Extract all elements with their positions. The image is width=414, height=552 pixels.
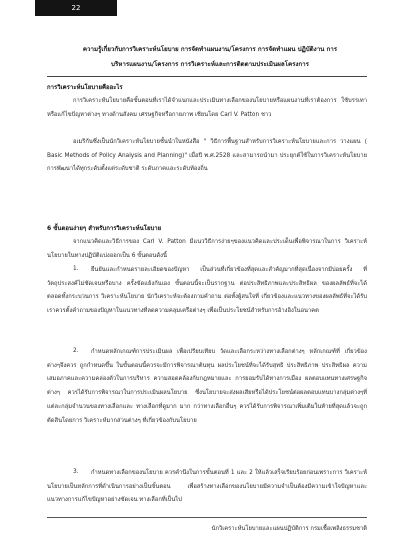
- step-3-number: 3.: [73, 469, 79, 475]
- section-heading-what-is-policy-analysis: การวิเคราะห์นโยบายคืออะไร: [47, 84, 123, 91]
- step-3-text: กำหนดทางเลือกของนโยบาย ควรคำนึงในการขั้นตอนที่ 1 และ 2 ให้แล้วเสร็จเรียบร้อยก่อนเพราะการ วิเคราะห์นโยบายเป็นหลักการที่ดำเนินการอย่างเป็นขั้นตอน เพื่อสร้างทางเลือกของนโยบายมีความจำเป็นต้องมีความเข้าใจปัญหาและแนวทางการแก้ไขปัญหาอย่างชัดเจน ทางเลือกที่เป็นไป: [47, 470, 367, 504]
- page-number-badge: 22: [35, 0, 117, 16]
- section2-intro: จากแนวคิดและวิธีการของ Carl V. Patton มีแนววิธีการง่ายๆของแนวคิดและประเด็นเพื่อพิจารณาในการ วิเคราะห์นโยบายในทางปฏิบัติแบ่งออกเป็น 6 ขั้นตอนดังนี้: [47, 239, 367, 259]
- section1-paragraph-2: อเมริกันซึ่งเป็นนักวิเคราะห์นโยบายชั้นนำในหนังสือ " วิธีการพื้นฐานสำหรับการวิเคราะห์นโยบายและการ วางแผน ( Basic Methods of Policy Analysis and Planning)" เมื่อปี พ.ศ.2528 และสามารถนำมา ประยุกต์ใช้ในการวิเคราะห์นโยบายการพัฒนาได้ทุกระดับตั้งแต่ระดับชาติ ระดับภาคและระดับท้องถิ่น: [47, 139, 367, 173]
- title-line-1: ความรู้เกี่ยวกับการวิเคราะห์นโยบาย การจัดทำแผนงาน/โครงการ การจัดทำแผน ปฏิบัติงาน การ: [82, 46, 338, 53]
- footer-text: นักวิเคราะห์นโยบายและแผนปฏิบัติการ กรมเชื้อเพลิงธรรมชาติ: [211, 526, 367, 532]
- step-1-text: ยืนยันและกำหนดรายละเอียดของปัญหา เป็นส่วนที่เกี่ยวข้องที่สุดและสำคัญมากที่สุดเนื่องจากมีบ่อยครั้ง ที่วัตถุประสงค์ไม่ชัดเจนหรือบาง ครั้งขัดแย้งกันเอง ขั้นตอนนี้จะเป็นรากฐาน ต่อประสิทธิภาพและประสิทธิผล ของผลลัพธ์ที่จะได้ตลอดทั้งกระบวนการ วิเคราะห์นโยบาย นักวิเคราะห์จะต้องถามคำถาม ต่อทั้งผู้สนใจที่ เกี่ยวข้องและแนวทางของผลลัพธ์ที่จะได้รับ เราควรตั้งคำถามของปัญหาในแนวทางที่ลดความคลุมเครือต่างๆ เพื่อเป็นประโยชน์สำหรับการอ้างอิงในอนาคต: [47, 267, 367, 315]
- title-divider: [47, 76, 367, 77]
- step-1-number: 1.: [73, 266, 79, 272]
- footer-divider: [47, 517, 367, 518]
- title-line-2: บริหารแผนงาน/โครงการ การวิเคราะห์และการติดตามประเมินผลโครงการ: [111, 61, 309, 68]
- step-2-text: กำหนดหลักเกณฑ์การประเมินผล เพื่อเปรียบเทียบ วัดและเลือกระหว่างทางเลือกต่างๆ หลักเกณฑ์ที่ เกี่ยวข้องต่างๆจึงควร ถูกกำหนดขึ้น ในขั้นตอนนี้ควรจะมีการพิจารณาต้นทุน ผลประโยชน์ที่จะได้รับสุทธิ ประสิทธิภาพ ประสิทธิผล ความเสมอภาคและความคล่องตัวในการบริหาร ความสอดคล้องกับกฎหมายและ การยอมรับได้ทางการเมือง ผลตอบแทนทางเศรษฐกิจต่างๆ ควรได้รับการพิจารณาในการประเมินผลนโยบาย ซึ่งนโยบายจะส่งผลเสียหรือได้ประโยชน์ต่อผลตอบแทนบางกลุ่มต่างๆที่แต่ละกลุ่มจำนวนของทางเลือกและ ทางเลือกที่ดูมาก มาก กว่าทางเลือกอื่นๆ ควรได้รับการพิจารณาเพิ่มเติมในท้ายที่สุดแล้วจะถูกตัดสินโดยการ วิเคราะห์มากส่วนต่างๆ ที่เกี่ยวข้องกับนโยบาย: [47, 349, 367, 424]
- step-2-number: 2.: [73, 348, 79, 354]
- section-heading-six-steps: 6 ขั้นตอนง่ายๆ สำหรับการวิเคราะห์นโยบาย: [47, 225, 162, 232]
- document-title: [52, 42, 368, 72]
- section1-paragraph-1: การวิเคราะห์นโยบายคือขั้นตอนที่เราได้จำแนกและประเมินทางเลือกของนโยบายหรือแผนงานที่เราต้องการ ใช้บรรเทาหรือแก้ไขปัญหาต่างๆ ทางด้านสังคม เศรษฐกิจหรือกายภาพ เชียนโดย Carl V. Patton ชาว: [47, 98, 367, 118]
